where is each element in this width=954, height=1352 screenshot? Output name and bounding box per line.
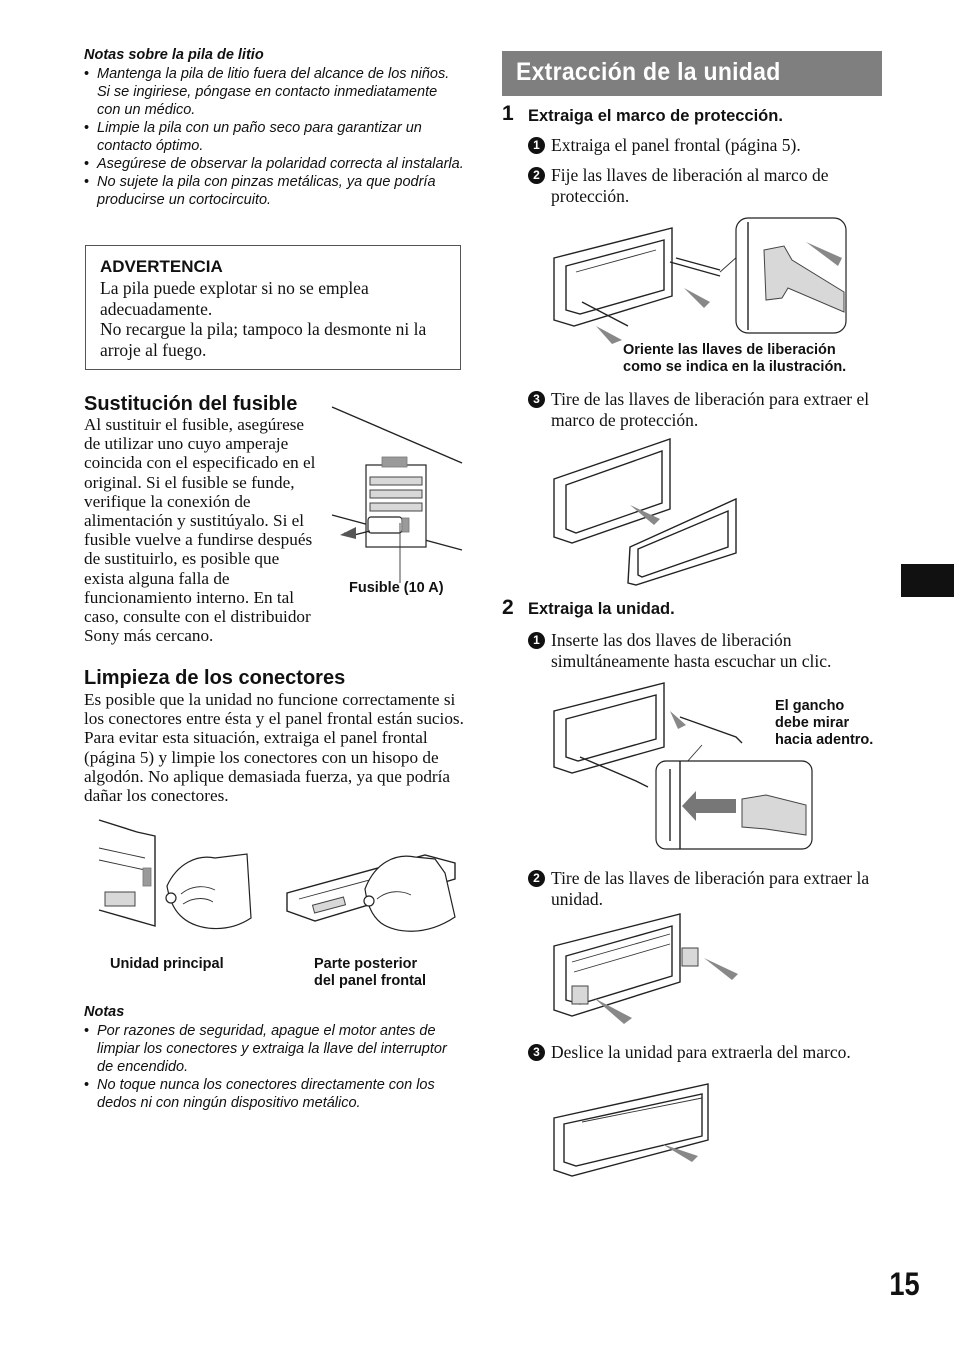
warning-box: [85, 245, 461, 370]
number-badge-icon: 3: [528, 391, 545, 408]
cleaning-heading: Limpieza de los conectores: [84, 667, 346, 689]
pull-unit-illustration: [552, 912, 742, 1028]
section-tab-marker: [901, 564, 954, 597]
step-1-sub-1: [528, 135, 882, 156]
number-badge-icon: 2: [528, 167, 545, 184]
panel-caption-line-1: Parte posterior: [314, 956, 418, 972]
hook-caption-line-2: debe mirar: [775, 715, 850, 731]
fuse-heading: Sustitución del fusible: [84, 393, 298, 415]
hook-caption-line-1: El gancho: [775, 698, 845, 714]
page-number: 15: [889, 1266, 920, 1302]
warning-title: ADVERTENCIA: [100, 257, 223, 276]
front-panel-illustration: [285, 833, 463, 943]
step-2-sub-2: [528, 868, 882, 909]
fuse-illustration: [330, 405, 465, 580]
list-item: • No toque nunca los conectores directamente con los dedos ni con ningún dispositivo metálico.: [84, 1076, 464, 1112]
main-unit-caption: Unidad principal: [110, 956, 224, 972]
battery-notes-list: [84, 65, 464, 209]
number-badge-icon: 3: [528, 1044, 545, 1061]
orient-caption-line-2: como se indica en la ilustración.: [623, 359, 847, 375]
notes-list: [84, 1022, 464, 1112]
step-1-sub-3: [528, 389, 882, 430]
step-2-number: 2: [502, 596, 514, 619]
step-2-sub-1-text: Inserte las dos llaves de liberación simultáneamente hasta escuchar un clic.: [551, 630, 832, 671]
step-1-number: 1: [502, 102, 514, 125]
number-badge-icon: 2: [528, 870, 545, 887]
fuse-text: Al sustituir el fusible, asegúrese de utilizar uno cuyo amperaje coincida con el especificado en el original. Si el fusible se funde, verifique la conexión de alimentación y sustitúyalo. Si el fusible vuelve a fundirse después de sustituirlo, es posible que exista alguna falla de funcionamiento interno. En tal caso, consulte con el distribuidor Sony más cercano.: [84, 415, 316, 646]
frame-removal-illustration: [552, 437, 742, 587]
number-badge-icon: 1: [528, 137, 545, 154]
step-1-sub-2: [528, 165, 882, 206]
list-item: • Limpie la pila con un paño seco para garantizar un contacto óptimo.: [84, 119, 464, 155]
notes-title: Notas: [84, 1004, 125, 1020]
list-item: • Asegúrese de observar la polaridad correcta al instalarla.: [84, 155, 464, 173]
step-1-sub-3-text: Tire de las llaves de liberación para extraer el marco de protección.: [551, 389, 870, 430]
step-1-sub-1-text: Extraiga el panel frontal (página 5).: [551, 135, 801, 155]
hook-caption-line-3: hacia adentro.: [775, 732, 874, 748]
battery-notes-title: Notas sobre la pila de litio: [84, 47, 264, 63]
release-keys-attach-illustration: [552, 216, 848, 340]
cleaning-text: Es posible que la unidad no funcione correctamente si los conectores entre ésta y el panel frontal están sucios. Para evitar esta situación, extraiga el panel frontal (página 5) y limpie los conectores con un hisopo de algodón. No aplique demasiada fuerza, ya que podría dañar los conectores.: [84, 690, 464, 806]
section-title: Extracción de la unidad: [516, 58, 781, 86]
section-header: [502, 51, 882, 96]
slide-unit-illustration: [552, 1082, 728, 1180]
step-2-sub-1: [528, 630, 882, 671]
warning-line-2: No recargue la pila; tampoco la desmonte ni la arroje al fuego.: [100, 319, 427, 360]
number-badge-icon: 1: [528, 632, 545, 649]
step-2-sub-3: [528, 1042, 882, 1063]
list-item: • Mantenga la pila de litio fuera del alcance de los niños. Si se ingiriese, póngase en contacto inmediatamente con un médico.: [84, 65, 464, 119]
fuse-caption: Fusible (10 A): [349, 580, 444, 596]
list-item: • Por razones de seguridad, apague el motor antes de limpiar los conectores y extraiga la llave del interruptor de encendido.: [84, 1022, 464, 1076]
step-2-title: Extraiga la unidad.: [528, 600, 675, 618]
main-unit-illustration: [97, 818, 257, 940]
step-1-title: Extraiga el marco de protección.: [528, 107, 783, 125]
step-1-sub-2-text: Fije las llaves de liberación al marco de protección.: [551, 165, 829, 206]
step-2-sub-2-text: Tire de las llaves de liberación para extraer la unidad.: [551, 868, 870, 909]
warning-line-1: La pila puede explotar si no se emplea adecuadamente.: [100, 278, 369, 319]
orient-caption-line-1: Oriente las llaves de liberación: [623, 342, 836, 358]
step-2-sub-3-text: Deslice la unidad para extraerla del marco.: [551, 1042, 851, 1062]
list-item: • No sujete la pila con pinzas metálicas, ya que podría producirse un cortocircuito.: [84, 173, 464, 209]
panel-caption-line-2: del panel frontal: [314, 973, 426, 989]
